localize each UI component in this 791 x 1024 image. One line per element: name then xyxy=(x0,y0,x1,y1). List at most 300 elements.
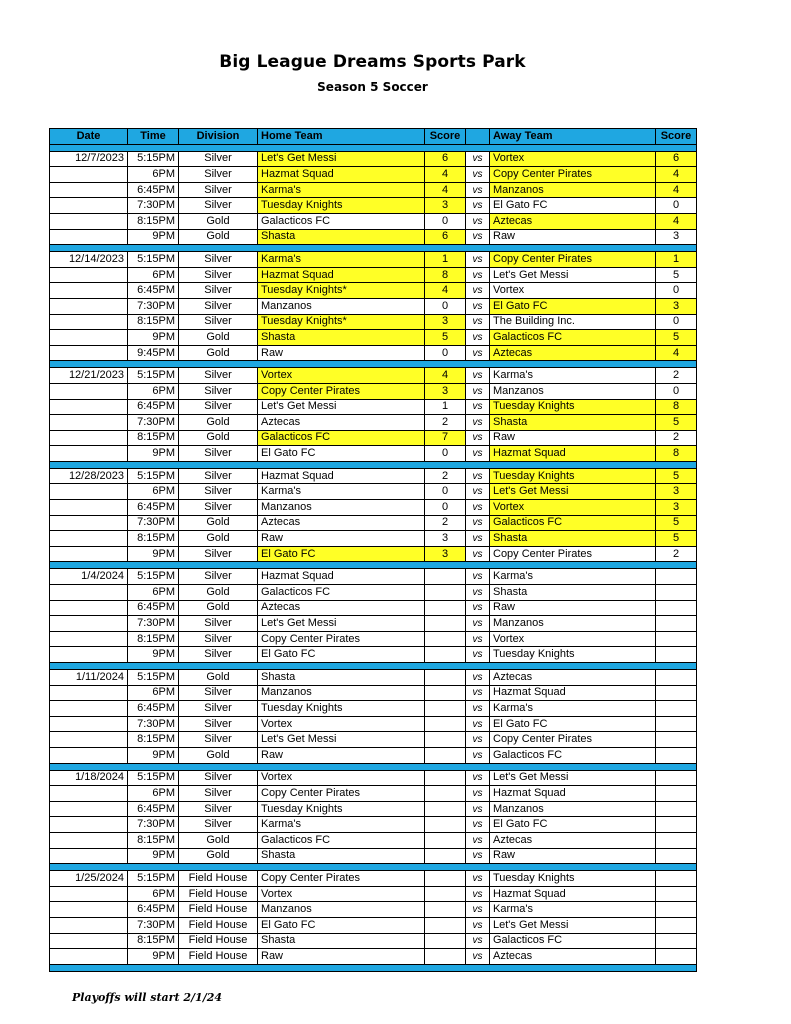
table-row xyxy=(50,314,697,330)
home-score-cell: 2 xyxy=(425,415,466,431)
time-cell: 8:15PM xyxy=(128,933,179,949)
home-score-cell: 4 xyxy=(425,283,466,299)
home-score-cell: 4 xyxy=(425,182,466,198)
home-team-cell: Galacticos FC xyxy=(258,585,425,601)
table-row xyxy=(50,716,697,732)
home-score-cell: 2 xyxy=(425,515,466,531)
home-team-cell: Manzanos xyxy=(258,298,425,314)
away-score-cell xyxy=(656,949,697,965)
table-row xyxy=(50,685,697,701)
away-team-cell: Hazmat Squad xyxy=(490,685,656,701)
date-cell xyxy=(50,198,128,214)
division-cell: Gold xyxy=(179,345,258,361)
away-score-cell xyxy=(656,747,697,763)
division-cell: Field House xyxy=(179,871,258,887)
date-cell xyxy=(50,585,128,601)
division-cell: Gold xyxy=(179,229,258,245)
table-row xyxy=(50,747,697,763)
away-team-cell: Aztecas xyxy=(490,345,656,361)
home-score-cell: 4 xyxy=(425,167,466,183)
away-team-cell: Tuesday Knights xyxy=(490,871,656,887)
week-separator xyxy=(50,562,697,569)
division-cell: Gold xyxy=(179,430,258,446)
home-score-cell: 1 xyxy=(425,252,466,268)
home-team-cell: Karma's xyxy=(258,484,425,500)
away-score-cell: 5 xyxy=(656,330,697,346)
home-score-cell: 6 xyxy=(425,229,466,245)
away-team-cell: Let's Get Messi xyxy=(490,267,656,283)
time-cell: 8:15PM xyxy=(128,531,179,547)
date-cell xyxy=(50,531,128,547)
home-score-cell xyxy=(425,886,466,902)
away-score-cell xyxy=(656,817,697,833)
table-row xyxy=(50,368,697,384)
vs-cell: vs xyxy=(466,298,490,314)
table-row xyxy=(50,399,697,415)
home-team-cell: Shasta xyxy=(258,848,425,864)
time-cell: 5:15PM xyxy=(128,252,179,268)
away-score-cell xyxy=(656,902,697,918)
week-separator xyxy=(50,663,697,670)
table-row xyxy=(50,252,697,268)
away-team-cell: El Gato FC xyxy=(490,817,656,833)
vs-cell: vs xyxy=(466,213,490,229)
away-score-cell: 5 xyxy=(656,515,697,531)
division-cell: Silver xyxy=(179,786,258,802)
time-cell: 6:45PM xyxy=(128,902,179,918)
header-home-score: Score xyxy=(425,129,466,145)
home-team-cell: Raw xyxy=(258,345,425,361)
date-cell xyxy=(50,182,128,198)
away-score-cell: 4 xyxy=(656,167,697,183)
home-team-cell: Tuesday Knights xyxy=(258,801,425,817)
table-row xyxy=(50,600,697,616)
vs-cell: vs xyxy=(466,515,490,531)
home-score-cell xyxy=(425,600,466,616)
vs-cell: vs xyxy=(466,732,490,748)
date-cell xyxy=(50,647,128,663)
date-cell: 1/4/2024 xyxy=(50,569,128,585)
away-score-cell xyxy=(656,732,697,748)
time-cell: 6PM xyxy=(128,267,179,283)
away-score-cell: 5 xyxy=(656,415,697,431)
vs-cell: vs xyxy=(466,446,490,462)
away-team-cell: Karma's xyxy=(490,902,656,918)
division-cell: Gold xyxy=(179,600,258,616)
time-cell: 9PM xyxy=(128,546,179,562)
away-team-cell: Copy Center Pirates xyxy=(490,546,656,562)
table-row xyxy=(50,283,697,299)
home-team-cell: Aztecas xyxy=(258,515,425,531)
time-cell: 7:30PM xyxy=(128,298,179,314)
vs-cell: vs xyxy=(466,747,490,763)
vs-cell: vs xyxy=(466,902,490,918)
away-team-cell: Raw xyxy=(490,229,656,245)
away-team-cell: Manzanos xyxy=(490,801,656,817)
away-team-cell: Galacticos FC xyxy=(490,747,656,763)
away-team-cell: Aztecas xyxy=(490,670,656,686)
table-row xyxy=(50,871,697,887)
division-cell: Silver xyxy=(179,399,258,415)
home-team-cell: Raw xyxy=(258,747,425,763)
home-score-cell xyxy=(425,747,466,763)
time-cell: 6PM xyxy=(128,484,179,500)
table-row xyxy=(50,631,697,647)
week-separator xyxy=(50,245,697,252)
table-row xyxy=(50,383,697,399)
division-cell: Field House xyxy=(179,902,258,918)
away-team-cell: Galacticos FC xyxy=(490,330,656,346)
division-cell: Silver xyxy=(179,500,258,516)
away-team-cell: Hazmat Squad xyxy=(490,886,656,902)
away-team-cell: Aztecas xyxy=(490,832,656,848)
vs-cell: vs xyxy=(466,415,490,431)
away-score-cell: 0 xyxy=(656,383,697,399)
date-cell: 12/14/2023 xyxy=(50,252,128,268)
away-team-cell: Manzanos xyxy=(490,616,656,632)
away-score-cell xyxy=(656,631,697,647)
time-cell: 6PM xyxy=(128,383,179,399)
time-cell: 5:15PM xyxy=(128,770,179,786)
vs-cell: vs xyxy=(466,917,490,933)
table-row xyxy=(50,770,697,786)
date-cell xyxy=(50,616,128,632)
time-cell: 6PM xyxy=(128,886,179,902)
home-score-cell xyxy=(425,670,466,686)
division-cell: Gold xyxy=(179,415,258,431)
time-cell: 9PM xyxy=(128,229,179,245)
away-score-cell xyxy=(656,832,697,848)
vs-cell: vs xyxy=(466,848,490,864)
away-score-cell: 1 xyxy=(656,252,697,268)
header-date: Date xyxy=(50,129,128,145)
vs-cell: vs xyxy=(466,933,490,949)
away-score-cell: 2 xyxy=(656,368,697,384)
away-team-cell: Let's Get Messi xyxy=(490,484,656,500)
date-cell: 12/7/2023 xyxy=(50,151,128,167)
home-team-cell: Vortex xyxy=(258,368,425,384)
away-score-cell xyxy=(656,848,697,864)
division-cell: Silver xyxy=(179,732,258,748)
table-row xyxy=(50,585,697,601)
away-score-cell xyxy=(656,770,697,786)
division-cell: Silver xyxy=(179,770,258,786)
away-score-cell xyxy=(656,801,697,817)
date-cell xyxy=(50,229,128,245)
home-team-cell: Vortex xyxy=(258,886,425,902)
away-team-cell: Karma's xyxy=(490,701,656,717)
date-cell xyxy=(50,685,128,701)
home-score-cell xyxy=(425,732,466,748)
time-cell: 5:15PM xyxy=(128,871,179,887)
home-score-cell xyxy=(425,902,466,918)
vs-cell: vs xyxy=(466,871,490,887)
date-cell xyxy=(50,314,128,330)
division-cell: Silver xyxy=(179,701,258,717)
week-separator xyxy=(50,964,697,971)
home-score-cell xyxy=(425,616,466,632)
away-team-cell: Manzanos xyxy=(490,182,656,198)
table-row xyxy=(50,500,697,516)
table-row xyxy=(50,446,697,462)
division-cell: Silver xyxy=(179,314,258,330)
away-score-cell xyxy=(656,569,697,585)
home-team-cell: Copy Center Pirates xyxy=(258,871,425,887)
home-team-cell: Hazmat Squad xyxy=(258,468,425,484)
vs-cell: vs xyxy=(466,330,490,346)
date-cell xyxy=(50,848,128,864)
home-score-cell: 6 xyxy=(425,151,466,167)
table-row xyxy=(50,213,697,229)
home-team-cell: Shasta xyxy=(258,933,425,949)
away-team-cell: Let's Get Messi xyxy=(490,770,656,786)
table-row xyxy=(50,832,697,848)
home-score-cell xyxy=(425,701,466,717)
vs-cell: vs xyxy=(466,685,490,701)
away-score-cell xyxy=(656,647,697,663)
playoffs-note: Playoffs will start 2/1/24 xyxy=(72,991,223,1004)
time-cell: 6:45PM xyxy=(128,801,179,817)
home-score-cell: 3 xyxy=(425,531,466,547)
separator-bar xyxy=(50,763,697,770)
away-team-cell: Manzanos xyxy=(490,383,656,399)
home-team-cell: Vortex xyxy=(258,770,425,786)
time-cell: 8:15PM xyxy=(128,213,179,229)
home-score-cell: 0 xyxy=(425,446,466,462)
vs-cell: vs xyxy=(466,886,490,902)
time-cell: 9PM xyxy=(128,949,179,965)
home-team-cell: Hazmat Squad xyxy=(258,267,425,283)
table-row xyxy=(50,546,697,562)
separator-bar xyxy=(50,562,697,569)
table-row xyxy=(50,267,697,283)
table-row xyxy=(50,198,697,214)
away-team-cell: Vortex xyxy=(490,500,656,516)
header-row xyxy=(50,129,697,145)
time-cell: 5:15PM xyxy=(128,151,179,167)
date-cell xyxy=(50,801,128,817)
date-cell xyxy=(50,484,128,500)
vs-cell: vs xyxy=(466,817,490,833)
away-team-cell: Vortex xyxy=(490,631,656,647)
time-cell: 5:15PM xyxy=(128,468,179,484)
vs-cell: vs xyxy=(466,531,490,547)
away-score-cell xyxy=(656,933,697,949)
away-score-cell: 2 xyxy=(656,546,697,562)
home-team-cell: Shasta xyxy=(258,670,425,686)
away-score-cell: 0 xyxy=(656,283,697,299)
vs-cell: vs xyxy=(466,345,490,361)
home-score-cell: 3 xyxy=(425,198,466,214)
away-team-cell: Shasta xyxy=(490,415,656,431)
home-team-cell: El Gato FC xyxy=(258,917,425,933)
home-score-cell: 5 xyxy=(425,330,466,346)
table-row xyxy=(50,167,697,183)
vs-cell: vs xyxy=(466,716,490,732)
time-cell: 7:30PM xyxy=(128,616,179,632)
home-team-cell: Raw xyxy=(258,531,425,547)
division-cell: Silver xyxy=(179,685,258,701)
time-cell: 8:15PM xyxy=(128,314,179,330)
vs-cell: vs xyxy=(466,182,490,198)
home-team-cell: Karma's xyxy=(258,817,425,833)
time-cell: 6PM xyxy=(128,685,179,701)
date-cell xyxy=(50,345,128,361)
home-score-cell: 3 xyxy=(425,314,466,330)
table-row xyxy=(50,330,697,346)
away-score-cell: 2 xyxy=(656,430,697,446)
home-score-cell xyxy=(425,933,466,949)
table-row xyxy=(50,468,697,484)
time-cell: 7:30PM xyxy=(128,817,179,833)
separator-bar xyxy=(50,361,697,368)
home-score-cell xyxy=(425,871,466,887)
table-row xyxy=(50,484,697,500)
header-division: Division xyxy=(179,129,258,145)
home-score-cell: 0 xyxy=(425,213,466,229)
time-cell: 7:30PM xyxy=(128,716,179,732)
table-row xyxy=(50,886,697,902)
division-cell: Field House xyxy=(179,949,258,965)
date-cell xyxy=(50,383,128,399)
away-score-cell xyxy=(656,600,697,616)
time-cell: 5:15PM xyxy=(128,569,179,585)
table-row xyxy=(50,345,697,361)
time-cell: 6PM xyxy=(128,585,179,601)
time-cell: 9PM xyxy=(128,747,179,763)
vs-cell: vs xyxy=(466,484,490,500)
home-team-cell: Copy Center Pirates xyxy=(258,383,425,399)
date-cell xyxy=(50,902,128,918)
table-row xyxy=(50,430,697,446)
vs-cell: vs xyxy=(466,786,490,802)
home-score-cell xyxy=(425,848,466,864)
division-cell: Gold xyxy=(179,330,258,346)
away-team-cell: Galacticos FC xyxy=(490,933,656,949)
vs-cell: vs xyxy=(466,314,490,330)
table-row xyxy=(50,670,697,686)
division-cell: Silver xyxy=(179,198,258,214)
page-title: Big League Dreams Sports Park xyxy=(219,52,526,72)
week-separator xyxy=(50,864,697,871)
away-team-cell: Shasta xyxy=(490,531,656,547)
date-cell xyxy=(50,886,128,902)
away-score-cell: 8 xyxy=(656,399,697,415)
date-cell xyxy=(50,732,128,748)
home-score-cell: 7 xyxy=(425,430,466,446)
separator-bar xyxy=(50,461,697,468)
time-cell: 7:30PM xyxy=(128,917,179,933)
division-cell: Silver xyxy=(179,283,258,299)
table-row xyxy=(50,817,697,833)
separator-bar xyxy=(50,964,697,971)
table-row xyxy=(50,531,697,547)
table-row xyxy=(50,933,697,949)
page-subtitle: Season 5 Soccer xyxy=(317,80,428,94)
vs-cell: vs xyxy=(466,151,490,167)
division-cell: Silver xyxy=(179,468,258,484)
away-score-cell xyxy=(656,871,697,887)
table-row xyxy=(50,786,697,802)
division-cell: Field House xyxy=(179,917,258,933)
home-team-cell: Copy Center Pirates xyxy=(258,631,425,647)
away-score-cell: 4 xyxy=(656,345,697,361)
table-row xyxy=(50,732,697,748)
vs-cell: vs xyxy=(466,647,490,663)
home-score-cell xyxy=(425,569,466,585)
home-team-cell: El Gato FC xyxy=(258,446,425,462)
division-cell: Silver xyxy=(179,631,258,647)
table-row xyxy=(50,415,697,431)
date-cell xyxy=(50,399,128,415)
separator-bar xyxy=(50,245,697,252)
division-cell: Silver xyxy=(179,801,258,817)
time-cell: 8:15PM xyxy=(128,631,179,647)
table-row xyxy=(50,616,697,632)
table-row xyxy=(50,515,697,531)
date-cell xyxy=(50,446,128,462)
home-team-cell: Copy Center Pirates xyxy=(258,786,425,802)
away-score-cell: 3 xyxy=(656,298,697,314)
time-cell: 9PM xyxy=(128,848,179,864)
table-row xyxy=(50,801,697,817)
vs-cell: vs xyxy=(466,198,490,214)
home-team-cell: Galacticos FC xyxy=(258,430,425,446)
date-cell xyxy=(50,917,128,933)
date-cell xyxy=(50,716,128,732)
time-cell: 5:15PM xyxy=(128,368,179,384)
home-score-cell xyxy=(425,716,466,732)
home-score-cell xyxy=(425,832,466,848)
date-cell xyxy=(50,600,128,616)
division-cell: Field House xyxy=(179,886,258,902)
away-score-cell xyxy=(656,616,697,632)
home-score-cell xyxy=(425,817,466,833)
date-cell xyxy=(50,167,128,183)
vs-cell: vs xyxy=(466,430,490,446)
away-team-cell: Vortex xyxy=(490,151,656,167)
home-score-cell xyxy=(425,949,466,965)
home-score-cell xyxy=(425,801,466,817)
home-score-cell xyxy=(425,585,466,601)
schedule-table xyxy=(49,128,697,972)
away-team-cell: Karma's xyxy=(490,368,656,384)
away-team-cell: Raw xyxy=(490,848,656,864)
time-cell: 6:45PM xyxy=(128,701,179,717)
time-cell: 9PM xyxy=(128,647,179,663)
vs-cell: vs xyxy=(466,500,490,516)
table-row xyxy=(50,229,697,245)
date-cell xyxy=(50,213,128,229)
table-row xyxy=(50,647,697,663)
division-cell: Silver xyxy=(179,484,258,500)
away-team-cell: Tuesday Knights xyxy=(490,399,656,415)
header-away-team: Away Team xyxy=(490,129,656,145)
date-cell xyxy=(50,747,128,763)
home-team-cell: Manzanos xyxy=(258,902,425,918)
division-cell: Silver xyxy=(179,182,258,198)
home-team-cell: Let's Get Messi xyxy=(258,616,425,632)
time-cell: 5:15PM xyxy=(128,670,179,686)
division-cell: Silver xyxy=(179,446,258,462)
date-cell: 12/21/2023 xyxy=(50,368,128,384)
away-score-cell xyxy=(656,585,697,601)
home-score-cell xyxy=(425,631,466,647)
division-cell: Gold xyxy=(179,531,258,547)
vs-cell: vs xyxy=(466,701,490,717)
table-row xyxy=(50,902,697,918)
away-team-cell: El Gato FC xyxy=(490,298,656,314)
